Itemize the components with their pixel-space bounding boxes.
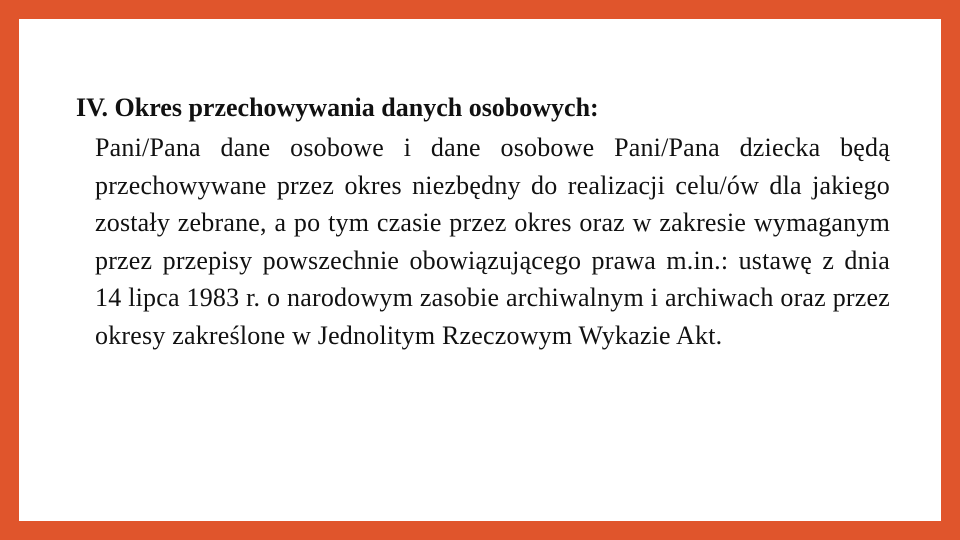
slide-panel	[19, 19, 941, 521]
section-body-text: Pani/Pana dane osobowe i dane osobowe Pani/Pana dziecka będą przechowywane przez okres niezbędny do realizacji celu/ów dla jakiego zostały zebrane, a po tym czasie przez okres oraz w zakresie wymaganym przez przepisy powszechnie obowiązującego prawa m.in.: ustawę z dnia 14 lipca 1983 r. o narodowym zasobie archiwalnym i archiwach oraz przez okresy zakreślone w Jednolitym Rzeczowym Wykazie Akt.	[95, 133, 890, 350]
section-heading: IV. Okres przechowywania danych osobowych:	[76, 93, 599, 122]
